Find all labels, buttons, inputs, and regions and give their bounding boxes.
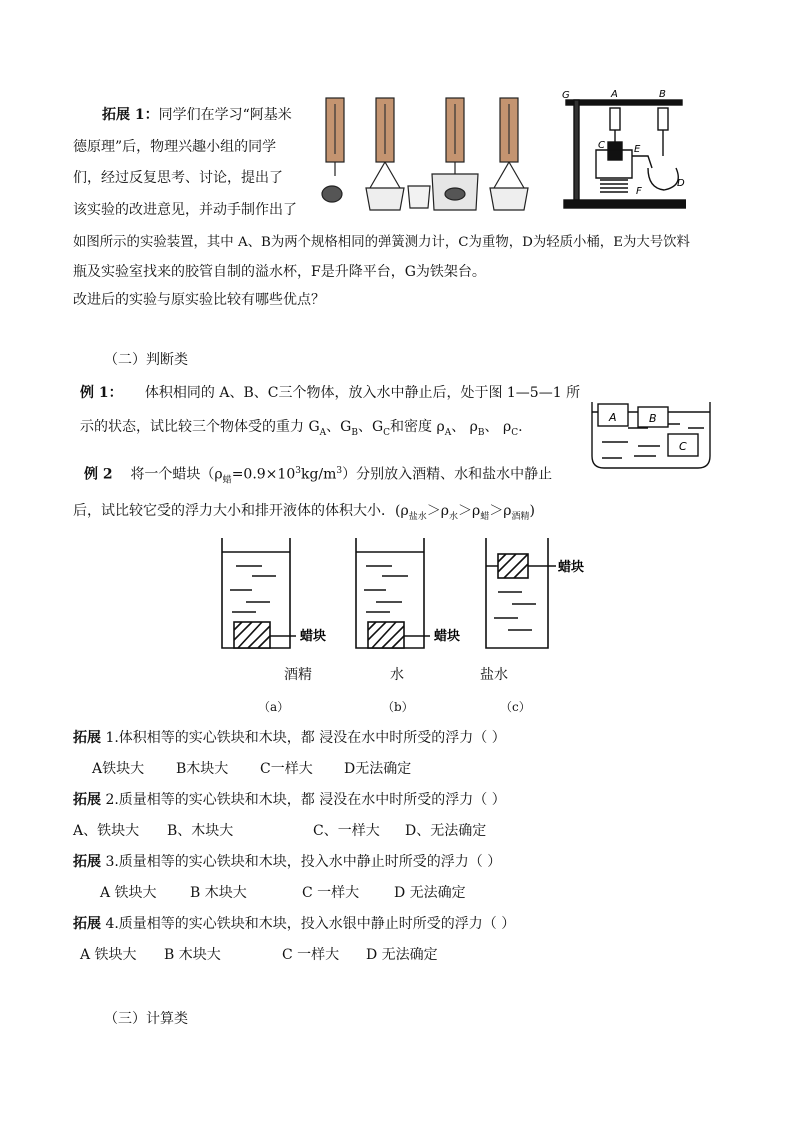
ex2-text: ）分别放入酒精、水和盐水中静止 [342,466,553,483]
question-text: 3.质量相等的实心铁块和木块，投入水中静止时所受的浮力（ ） [101,854,502,870]
option-c: C 一样大 [282,947,340,963]
ex2-text: ＞ρ [489,503,512,519]
ext1-line-3: 们，经过反复思考、讨论，提出了 [73,170,283,186]
wax-label-b: 蜡块 [434,629,461,644]
question-text: 2.质量相等的实心铁块和木块，都 浸没在水中时所受的浮力（ ） [101,792,506,808]
sub-ra: A [444,427,452,438]
period: . [518,419,523,435]
question-label: 拓展 [73,916,101,932]
ex2-text: 将一个蜡块（ρ [130,466,223,483]
ext1-line-5: 如图所示的实验装置，其中 A、B为两个规格相同的弹簧测力计，C为重物，D为轻质小桶，E为大号饮料 [73,235,690,250]
fig-label-g: G [562,90,570,101]
fig-label-d: D [677,178,685,189]
tank-label-b: B [649,412,657,425]
question-3 [73,853,501,871]
liquid-label-water: 水 [390,667,404,683]
section-heading-3: （三）计算类 [104,1011,188,1027]
sub-c: C [383,427,391,438]
sub: 盐水 [408,511,427,522]
wax-label-a: 蜡块 [300,629,327,644]
option-d: D 无法确定 [366,947,438,963]
option-d: D、无法确定 [405,823,487,839]
ex2-line-1 [84,462,552,489]
fig-label-a: A [611,89,618,100]
sup: 3 [295,466,301,476]
liquid-label-brine: 盐水 [480,667,508,683]
sep: 、 ρ [451,419,478,435]
fig-label-e: E [634,144,641,155]
sub: 酒精 [511,511,530,522]
ex1-label: 例 1： [80,385,123,401]
question-4-options [80,946,438,964]
beakers-figure [216,532,586,656]
ext1-text: 同学们在学习“阿基米 [158,107,292,123]
sep: 、G [357,419,384,435]
sep: 、 ρ [484,419,512,435]
option-a: A 铁块大 [100,885,157,901]
option-b: B 木块大 [164,947,221,963]
caption-b: （b） [382,700,414,714]
option-a: A、铁块大 [73,823,140,839]
question-1 [73,729,506,747]
question-3-options [100,884,466,902]
question-label: 拓展 [73,854,101,870]
question-text: 1.体积相等的实心铁块和木块，都 浸没在水中时所受的浮力（ ） [101,730,506,746]
option-c: C、一样大 [313,823,380,839]
ext1-line-4: 该实验的改进意见，并动手制作出了 [73,202,297,218]
option-b: B木块大 [176,761,229,777]
sub-rc: C [511,427,519,438]
option-b: B、木块大 [167,823,234,839]
question-label: 拓展 [73,792,101,808]
question-2-options [73,822,486,840]
question-2 [73,791,506,809]
ex1-line-2 [80,418,523,442]
tank-label-a: A [609,411,617,424]
ex2-text: ) [529,503,535,519]
sup: 3 [336,466,343,476]
ex2-text: ＞ρ [457,503,481,519]
ext1-line-2: 德原理”后，物理兴趣小组的同学 [73,139,277,155]
ex1-tank-figure [588,398,714,472]
sub: 蜡 [480,511,490,522]
option-a: A铁块大 [92,761,145,777]
improved-apparatus-figure [556,86,686,214]
option-b: B 木块大 [190,885,247,901]
sub-rb: B [477,427,485,438]
ext1-label: 拓展 1： [102,107,159,123]
fig-label-f: F [636,186,642,197]
ex1-text-1: 体积相同的 A、B、C三个物体，放入水中静止后，处于图 1—5—1 所 [144,385,581,401]
ext1-line-7: 改进后的实验与原实验比较有哪些优点？ [73,292,325,308]
fig-label-b: B [659,89,666,100]
option-d: D无法确定 [344,761,412,777]
option-c: C一样大 [260,761,313,777]
ex2-text: 后，试比较它受的浮力大小和排开液体的体积大小．(ρ [73,503,409,519]
option-a: A 铁块大 [80,947,137,963]
wax-label-c: 蜡块 [558,560,585,575]
fig-label-c: C [598,140,605,151]
tank-label-c: C [679,440,687,453]
sub-b: B [351,427,358,438]
liquid-label-alcohol: 酒精 [284,667,312,683]
ex1-line-1 [80,384,580,402]
sub-wax: 蜡 [222,475,232,486]
caption-a: （a） [258,700,290,714]
ex1-text-3: 和密度 ρ [390,419,445,435]
section-heading-2: （二）判断类 [104,352,188,368]
ex2-line-2 [73,502,535,526]
question-text: 4.质量相等的实心铁块和木块，投入水银中静止时所受的浮力（ ） [101,916,516,932]
ex2-text: =0.9×10 [231,466,296,483]
sep: 、G [326,419,352,435]
option-c: C 一样大 [302,885,360,901]
ext1-line-1 [102,106,292,124]
option-d: D 无法确定 [394,885,466,901]
sub: 水 [448,511,458,522]
ex2-text: ＞ρ [426,503,449,519]
sub-a: A [319,427,327,438]
spring-scale-figure [318,92,530,216]
ex2-text: kg/m [300,466,337,483]
ex1-text-2: 示的状态，试比较三个物体受的重力 G [80,419,320,435]
question-4 [73,915,515,933]
ex2-label: 例 2 [84,466,113,483]
question-1-options [92,760,411,778]
ext1-line-6: 瓶及实验室找来的胶管自制的溢水杯，F是升降平台，G为铁架台。 [73,264,486,280]
question-label: 拓展 [73,730,101,746]
caption-c: （c） [500,700,531,714]
